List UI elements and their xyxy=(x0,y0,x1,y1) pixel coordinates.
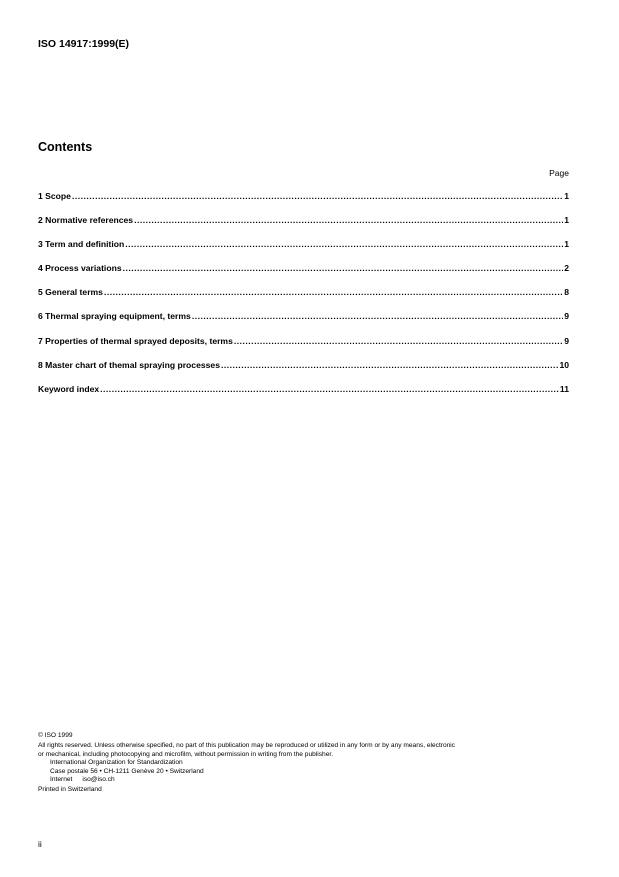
document-identifier: ISO 14917:1999(E) xyxy=(38,38,130,50)
toc-entry-process-variations[interactable] xyxy=(38,263,569,287)
copyright-notice: © ISO 1999 xyxy=(38,732,73,739)
table-of-contents xyxy=(38,191,569,408)
email-link[interactable]: iso@iso.ch xyxy=(82,776,115,784)
toc-entry-term-and-definition[interactable] xyxy=(38,239,569,263)
toc-entry-properties-of-deposits[interactable] xyxy=(38,336,569,360)
toc-entry-page: 1 xyxy=(564,215,569,226)
toc-dot-leader xyxy=(125,239,563,249)
internet-label: Internet xyxy=(50,776,73,784)
toc-dot-leader xyxy=(123,263,564,273)
toc-dot-leader xyxy=(192,311,563,321)
toc-entry-page: 2 xyxy=(564,263,569,274)
page-column-header: Page xyxy=(549,168,569,178)
toc-dot-leader xyxy=(221,360,558,370)
toc-entry-scope[interactable] xyxy=(38,191,569,215)
toc-dot-leader xyxy=(72,191,563,201)
toc-entry-page: 10 xyxy=(559,359,569,370)
toc-entry-label: 3 Term and definition xyxy=(38,239,125,250)
toc-entry-page: 9 xyxy=(564,311,569,322)
contents-heading: Contents xyxy=(38,140,93,154)
toc-entry-label: 5 General terms xyxy=(38,287,103,298)
toc-entry-label: 2 Normative references xyxy=(38,215,134,226)
toc-dot-leader xyxy=(134,215,563,225)
page-number: ii xyxy=(38,839,42,849)
toc-entry-page: 11 xyxy=(559,383,569,394)
toc-dot-leader xyxy=(100,384,559,394)
organization-name: International Organization for Standardization xyxy=(50,759,183,767)
toc-dot-leader xyxy=(234,336,563,346)
rights-statement-line-1: All rights reserved. Unless otherwise specified, no part of this publication may be reproduced or utilized in any form or by any means, electronic xyxy=(38,742,456,750)
toc-entry-keyword-index[interactable] xyxy=(38,384,569,408)
toc-entry-label: 7 Properties of thermal sprayed deposits, terms xyxy=(38,335,233,346)
postal-address: Case postale 56 • CH-1211 Genève 20 • Switzerland xyxy=(50,767,204,775)
copyright-block xyxy=(38,732,578,795)
internet-contact xyxy=(38,776,578,784)
toc-entry-general-terms[interactable] xyxy=(38,287,569,311)
toc-entry-page: 9 xyxy=(564,335,569,346)
toc-entry-label: 4 Process variations xyxy=(38,263,122,274)
toc-entry-page: 1 xyxy=(564,191,569,201)
toc-entry-label: 1 Scope xyxy=(38,191,71,201)
toc-entry-label: 8 Master chart of themal spraying processes xyxy=(38,359,220,370)
toc-entry-normative-references[interactable] xyxy=(38,215,569,239)
printed-in: Printed in Switzerland xyxy=(38,786,102,794)
toc-entry-master-chart[interactable] xyxy=(38,360,569,384)
toc-entry-page: 8 xyxy=(564,287,569,298)
toc-dot-leader xyxy=(104,287,563,297)
rights-statement-line-2: or mechanical, including photocopying and microfilm, without permission in writing from the publisher. xyxy=(38,750,334,758)
toc-entry-thermal-spraying-equipment[interactable] xyxy=(38,311,569,335)
toc-entry-page: 1 xyxy=(564,239,569,250)
toc-entry-label: 6 Thermal spraying equipment, terms xyxy=(38,311,191,322)
toc-entry-label: Keyword index xyxy=(38,383,100,394)
